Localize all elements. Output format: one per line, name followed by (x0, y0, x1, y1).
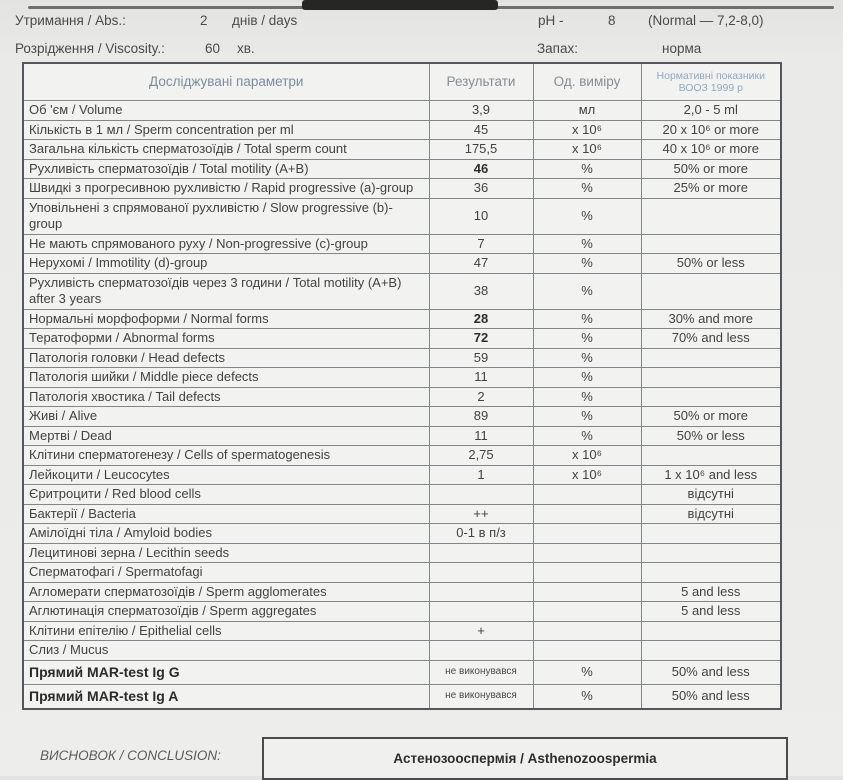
norm-cell (641, 524, 781, 544)
norm-cell: 50% or more (641, 407, 781, 427)
ph-value: 8 (608, 13, 616, 28)
norm-cell (641, 543, 781, 563)
column-header-units: Од. виміру (533, 63, 641, 101)
result-cell (429, 563, 533, 583)
parameter-cell: Мертві / Dead (23, 426, 429, 446)
table-row (23, 368, 781, 388)
table-row (23, 273, 781, 309)
unit-cell (533, 543, 641, 563)
viscosity-unit: хв. (237, 41, 255, 56)
table-row (23, 582, 781, 602)
ph-label: pH - (538, 13, 564, 28)
unit-cell: % (533, 309, 641, 329)
unit-cell (533, 641, 641, 661)
norm-cell (641, 198, 781, 234)
smell-value: норма (662, 41, 702, 56)
parameter-cell: Аглютинація сперматозоїдів / Sperm aggregates (23, 602, 429, 622)
result-cell: 7 (429, 234, 533, 254)
unit-cell: % (533, 368, 641, 388)
norm-cell: 1 x 10⁶ and less (641, 465, 781, 485)
parameter-cell: Загальна кількість сперматозоїдів / Total sperm count (23, 140, 429, 160)
table-row (23, 641, 781, 661)
unit-cell: % (533, 684, 641, 709)
table-row (23, 485, 781, 505)
table-row (23, 602, 781, 622)
result-cell: 28 (429, 309, 533, 329)
results-table (22, 62, 782, 710)
unit-cell (533, 485, 641, 505)
unit-cell: % (533, 329, 641, 349)
parameter-cell: Об 'єм / Volume (23, 101, 429, 121)
column-header-norms: Нормативні показники ВООЗ 1999 р (641, 63, 781, 101)
table-row (23, 684, 781, 709)
unit-cell: x 10⁶ (533, 120, 641, 140)
table-row (23, 621, 781, 641)
result-cell (429, 543, 533, 563)
parameter-cell: Клітини епітелію / Epithelial cells (23, 621, 429, 641)
parameter-cell: Патологія хвостика / Tail defects (23, 387, 429, 407)
norm-cell (641, 641, 781, 661)
table-row (23, 563, 781, 583)
parameter-cell: Тератоформи / Abnormal forms (23, 329, 429, 349)
table-row (23, 426, 781, 446)
result-cell: 72 (429, 329, 533, 349)
parameter-cell: Сперматофагі / Spermatofagi (23, 563, 429, 583)
parameter-cell: Рухливість сперматозоїдів / Total motility (A+B) (23, 159, 429, 179)
result-cell: 10 (429, 198, 533, 234)
table-row (23, 179, 781, 199)
table-header-row (23, 63, 781, 101)
unit-cell: % (533, 273, 641, 309)
table-row (23, 407, 781, 427)
norm-cell: відсутні (641, 485, 781, 505)
table-row (23, 387, 781, 407)
table-row (23, 101, 781, 121)
result-cell: + (429, 621, 533, 641)
viscosity-value: 60 (205, 41, 221, 56)
unit-cell (533, 582, 641, 602)
norm-cell (641, 563, 781, 583)
parameter-cell: Уповільнені з спрямованої рухливістю / Slow progressive (b)-group (23, 198, 429, 234)
result-cell: 175,5 (429, 140, 533, 160)
norm-cell: 2,0 - 5 ml (641, 101, 781, 121)
result-cell: не виконувався (429, 684, 533, 709)
norm-cell (641, 446, 781, 466)
table-row (23, 309, 781, 329)
parameter-cell: Амілоїдні тіла / Amyloid bodies (23, 524, 429, 544)
result-cell: 0-1 в п/з (429, 524, 533, 544)
result-cell: не виконувався (429, 660, 533, 684)
parameter-cell: Патологія шийки / Middle piece defects (23, 368, 429, 388)
parameter-cell: Не мають спрямованого руху / Non-progressive (c)-group (23, 234, 429, 254)
result-cell: ++ (429, 504, 533, 524)
unit-cell: % (533, 387, 641, 407)
column-header-results: Результати (429, 63, 533, 101)
result-cell: 11 (429, 426, 533, 446)
table-row (23, 446, 781, 466)
abstinence-unit: днів / days (232, 13, 298, 28)
table-row (23, 254, 781, 274)
result-cell (429, 641, 533, 661)
parameter-cell: Клітини сперматогенезу / Cells of spermatogenesis (23, 446, 429, 466)
unit-cell: % (533, 159, 641, 179)
norm-cell (641, 621, 781, 641)
result-cell: 47 (429, 254, 533, 274)
norm-cell: 50% and less (641, 660, 781, 684)
table-row (23, 329, 781, 349)
column-header-parameters: Досліджувані параметри (23, 63, 429, 101)
parameter-cell: Рухливість сперматозоїдів через 3 години / Total motility (A+B) after 3 years (23, 273, 429, 309)
parameter-cell: Прямий MAR-test Ig A (23, 684, 429, 709)
result-cell: 11 (429, 368, 533, 388)
unit-cell (533, 524, 641, 544)
norm-cell: 25% or more (641, 179, 781, 199)
norm-cell (641, 348, 781, 368)
abstinence-label: Утримання / Abs.: (15, 13, 126, 28)
unit-cell: % (533, 234, 641, 254)
result-cell: 46 (429, 159, 533, 179)
parameter-cell: Прямий MAR-test Ig G (23, 660, 429, 684)
norm-cell: 20 x 10⁶ or more (641, 120, 781, 140)
parameter-cell: Лецитинові зерна / Lecithin seeds (23, 543, 429, 563)
table-row (23, 120, 781, 140)
viscosity-label: Розрідження / Viscosity.: (15, 41, 165, 56)
smell-label: Запах: (537, 41, 578, 56)
norm-cell: 30% and more (641, 309, 781, 329)
ph-normal-range: (Normal — 7,2-8,0) (648, 13, 764, 28)
parameter-cell: Слиз / Mucus (23, 641, 429, 661)
table-row (23, 198, 781, 234)
norm-cell (641, 234, 781, 254)
result-cell: 2,75 (429, 446, 533, 466)
top-info (0, 10, 843, 60)
norm-cell: 5 and less (641, 582, 781, 602)
table-row (23, 140, 781, 160)
abstinence-value: 2 (200, 13, 208, 28)
unit-cell: x 10⁶ (533, 446, 641, 466)
parameter-cell: Єритроцити / Red blood cells (23, 485, 429, 505)
result-cell: 36 (429, 179, 533, 199)
result-cell (429, 582, 533, 602)
norm-cell (641, 273, 781, 309)
parameter-cell: Швидкі з прогресивною рухливістю / Rapid progressive (a)-group (23, 179, 429, 199)
norm-cell (641, 368, 781, 388)
unit-cell: % (533, 179, 641, 199)
unit-cell: x 10⁶ (533, 140, 641, 160)
result-cell: 1 (429, 465, 533, 485)
table-row (23, 504, 781, 524)
unit-cell: % (533, 407, 641, 427)
unit-cell: % (533, 198, 641, 234)
norm-cell: відсутні (641, 504, 781, 524)
scan-dark-bar (302, 0, 498, 10)
parameter-cell: Живі / Alive (23, 407, 429, 427)
norm-cell (641, 387, 781, 407)
parameter-cell: Агломерати сперматозоїдів / Sperm agglomerates (23, 582, 429, 602)
result-cell: 89 (429, 407, 533, 427)
parameter-cell: Лейкоцити / Leucocytes (23, 465, 429, 485)
result-cell: 45 (429, 120, 533, 140)
result-cell: 3,9 (429, 101, 533, 121)
table-row (23, 159, 781, 179)
unit-cell: мл (533, 101, 641, 121)
table-row (23, 543, 781, 563)
conclusion-box (262, 737, 788, 780)
table-row (23, 234, 781, 254)
unit-cell (533, 504, 641, 524)
norm-cell: 50% or less (641, 254, 781, 274)
parameter-cell: Кількість в 1 мл / Sperm concentration per ml (23, 120, 429, 140)
result-cell: 38 (429, 273, 533, 309)
unit-cell: % (533, 254, 641, 274)
unit-cell: % (533, 348, 641, 368)
unit-cell: % (533, 660, 641, 684)
parameter-cell: Нерухомі / Immotility (d)-group (23, 254, 429, 274)
result-cell (429, 602, 533, 622)
parameter-cell: Нормальні морфоформи / Normal forms (23, 309, 429, 329)
norm-cell: 40 x 10⁶ or more (641, 140, 781, 160)
norm-cell: 50% and less (641, 684, 781, 709)
table-row (23, 465, 781, 485)
unit-cell (533, 621, 641, 641)
unit-cell (533, 563, 641, 583)
parameter-cell: Патологія головки / Head defects (23, 348, 429, 368)
table-row (23, 524, 781, 544)
table-row (23, 660, 781, 684)
norm-cell: 50% or more (641, 159, 781, 179)
norm-cell: 70% and less (641, 329, 781, 349)
unit-cell (533, 602, 641, 622)
norm-cell: 5 and less (641, 602, 781, 622)
result-cell: 2 (429, 387, 533, 407)
conclusion-value: Астенозооспермія / Asthenozoospermia (393, 751, 657, 766)
results-table-body (23, 101, 781, 709)
parameter-cell: Бактерії / Bacteria (23, 504, 429, 524)
unit-cell: % (533, 426, 641, 446)
result-cell: 59 (429, 348, 533, 368)
table-row (23, 348, 781, 368)
result-cell (429, 485, 533, 505)
conclusion-label: ВИСНОВОК / CONCLUSION: (40, 748, 221, 763)
norm-cell: 50% or less (641, 426, 781, 446)
unit-cell: x 10⁶ (533, 465, 641, 485)
